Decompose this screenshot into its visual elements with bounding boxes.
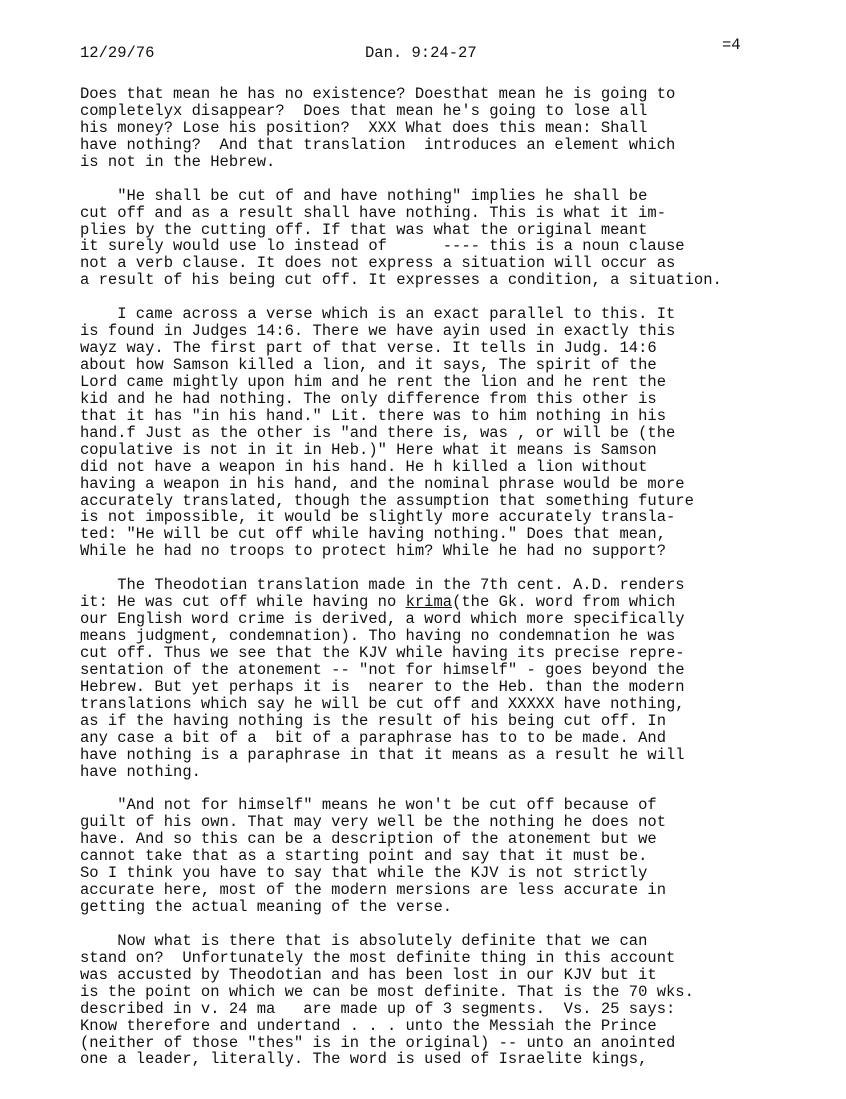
- text-line: it surely would use lo instead of ---- this is a noun clause: [80, 237, 685, 256]
- text-line: means judgment, condemnation). Tho having no condemnation he was: [80, 627, 676, 645]
- text-line: have. And so this can be a description of the atonement but we: [80, 830, 657, 849]
- text-line: accurate here, most of the modern mersions are less accurate in: [80, 881, 666, 900]
- text-line: I came across a verse which is an exact parallel to this. It: [80, 305, 676, 324]
- text-line: a result of his being cut off. It expresses a condition, a situation.: [80, 271, 722, 290]
- text-line: our English word crime is derived, a word which more specifically: [80, 610, 685, 629]
- text-line: Hebrew. But yet perhaps it is nearer to the Heb. than the modern: [80, 677, 685, 696]
- text-line: not a verb clause. It does not express a situation will occur as: [80, 254, 676, 273]
- text-line: wayz way. The first part of that verse. It tells in Judg. 14:6: [80, 339, 657, 358]
- text-line: copulative is not in it in Heb.)" Here what it means is Samson: [80, 440, 657, 459]
- text-line: as if the having nothing is the result of his being cut off. In: [80, 711, 666, 730]
- text-line: getting the actual meaning of the verse.: [80, 898, 453, 916]
- text-line: Lord came mightly upon him and he rent the lion and he rent the: [80, 372, 666, 391]
- text-line: is not impossible, it would be slightly more accurately transla-: [80, 508, 676, 527]
- text-line: The Theodotian translation made in the 7th cent. A.D. renders: [80, 576, 685, 595]
- text-line: ted: "He will be cut off while having nothing." Does that mean,: [80, 525, 666, 544]
- text-line: about how Samson killed a lion, and it says, The spirit of the: [80, 356, 657, 374]
- page-date: 12/29/76: [80, 44, 155, 62]
- text-line: is not in the Hebrew.: [80, 152, 276, 171]
- text-line: one a leader, literally. The word is used of Israelite kings,: [80, 1050, 648, 1069]
- text-line: Does that mean he has no existence? Doesthat mean he is going to: [80, 85, 676, 103]
- text-line: was accusted by Theodotian and has been lost in our KJV but it: [80, 965, 657, 984]
- text-line: have nothing is a paraphrase in that it means as a result he will: [80, 745, 685, 764]
- text-line: have nothing? And that translation introduces an element which: [80, 135, 676, 154]
- page-number: =4: [722, 36, 741, 54]
- text-line: having a weapon in his hand, and the nominal phrase would be more: [80, 474, 685, 493]
- text-line: cut off. Thus we see that the KJV while having its precise repre-: [80, 643, 685, 662]
- scripture-reference: Dan. 9:24-27: [365, 44, 477, 62]
- text-line: "He shall be cut of and have nothing" implies he shall be: [80, 186, 648, 205]
- text-line: cut off and as a result shall have nothing. This is what it im-: [80, 203, 666, 222]
- paragraph: [80, 306, 800, 560]
- text-line: his money? Lose his position? XXX What does this mean: Shall: [80, 118, 648, 137]
- text-line: kid and he had nothing. The only difference from this other is: [80, 389, 657, 408]
- text-line: it: He was cut off while having no krima(the Gk. word from which: [80, 593, 676, 612]
- paragraph: [80, 188, 800, 290]
- text-line: any case a bit of a bit of a paraphrase has to to be made. And: [80, 728, 666, 747]
- text-line: hand.f Just as the other is "and there is, was , or will be (the: [80, 423, 676, 442]
- document-body: [80, 86, 800, 1085]
- text-line: described in v. 24 ma are made up of 3 segments. Vs. 25 says:: [80, 999, 676, 1018]
- text-line: plies by the cutting off. If that was what the original meant: [80, 220, 648, 239]
- paragraph: [80, 86, 800, 171]
- text-line: is the point on which we can be most definite. That is the 70 wks.: [80, 982, 694, 1001]
- text-line: completelyx disappear? Does that mean he's going to lose all: [80, 101, 648, 120]
- text-line: cannot take that as a starting point and say that it must be.: [80, 847, 648, 866]
- text-line: While he had no troops to protect him? While he had no support?: [80, 542, 666, 561]
- text-line: did not have a weapon in his hand. He h killed a lion without: [80, 457, 648, 476]
- text-line: (neither of those "thes" is in the original) -- unto an anointed: [80, 1033, 676, 1052]
- text-line: Now what is there that is absolutely definite that we can: [80, 931, 648, 950]
- text-line: stand on? Unfortunately the most definite thing in this account: [80, 948, 676, 967]
- text-line: have nothing.: [80, 762, 201, 781]
- text-line: Know therefore and undertand . . . unto the Messiah the Prince: [80, 1016, 657, 1035]
- text-line: accurately translated, though the assumption that something future: [80, 491, 694, 510]
- paragraph: [80, 933, 800, 1069]
- text-line: sentation of the atonement -- "not for himself" - goes beyond the: [80, 660, 685, 679]
- text-line: that it has "in his hand." Lit. there was to him nothing in his: [80, 406, 666, 425]
- text-line: guilt of his own. That may very well be the nothing he does not: [80, 813, 666, 832]
- paragraph: [80, 577, 800, 780]
- text-line: translations which say he will be cut off and XXXXX have nothing,: [80, 694, 685, 713]
- text-line: is found in Judges 14:6. There we have ayin used in exactly this: [80, 322, 676, 341]
- underlined-word: krima: [405, 593, 453, 612]
- text-line: "And not for himself" means he won't be cut off because of: [80, 796, 657, 815]
- paragraph: [80, 797, 800, 916]
- text-line: So I think you have to say that while the KJV is not strictly: [80, 864, 648, 883]
